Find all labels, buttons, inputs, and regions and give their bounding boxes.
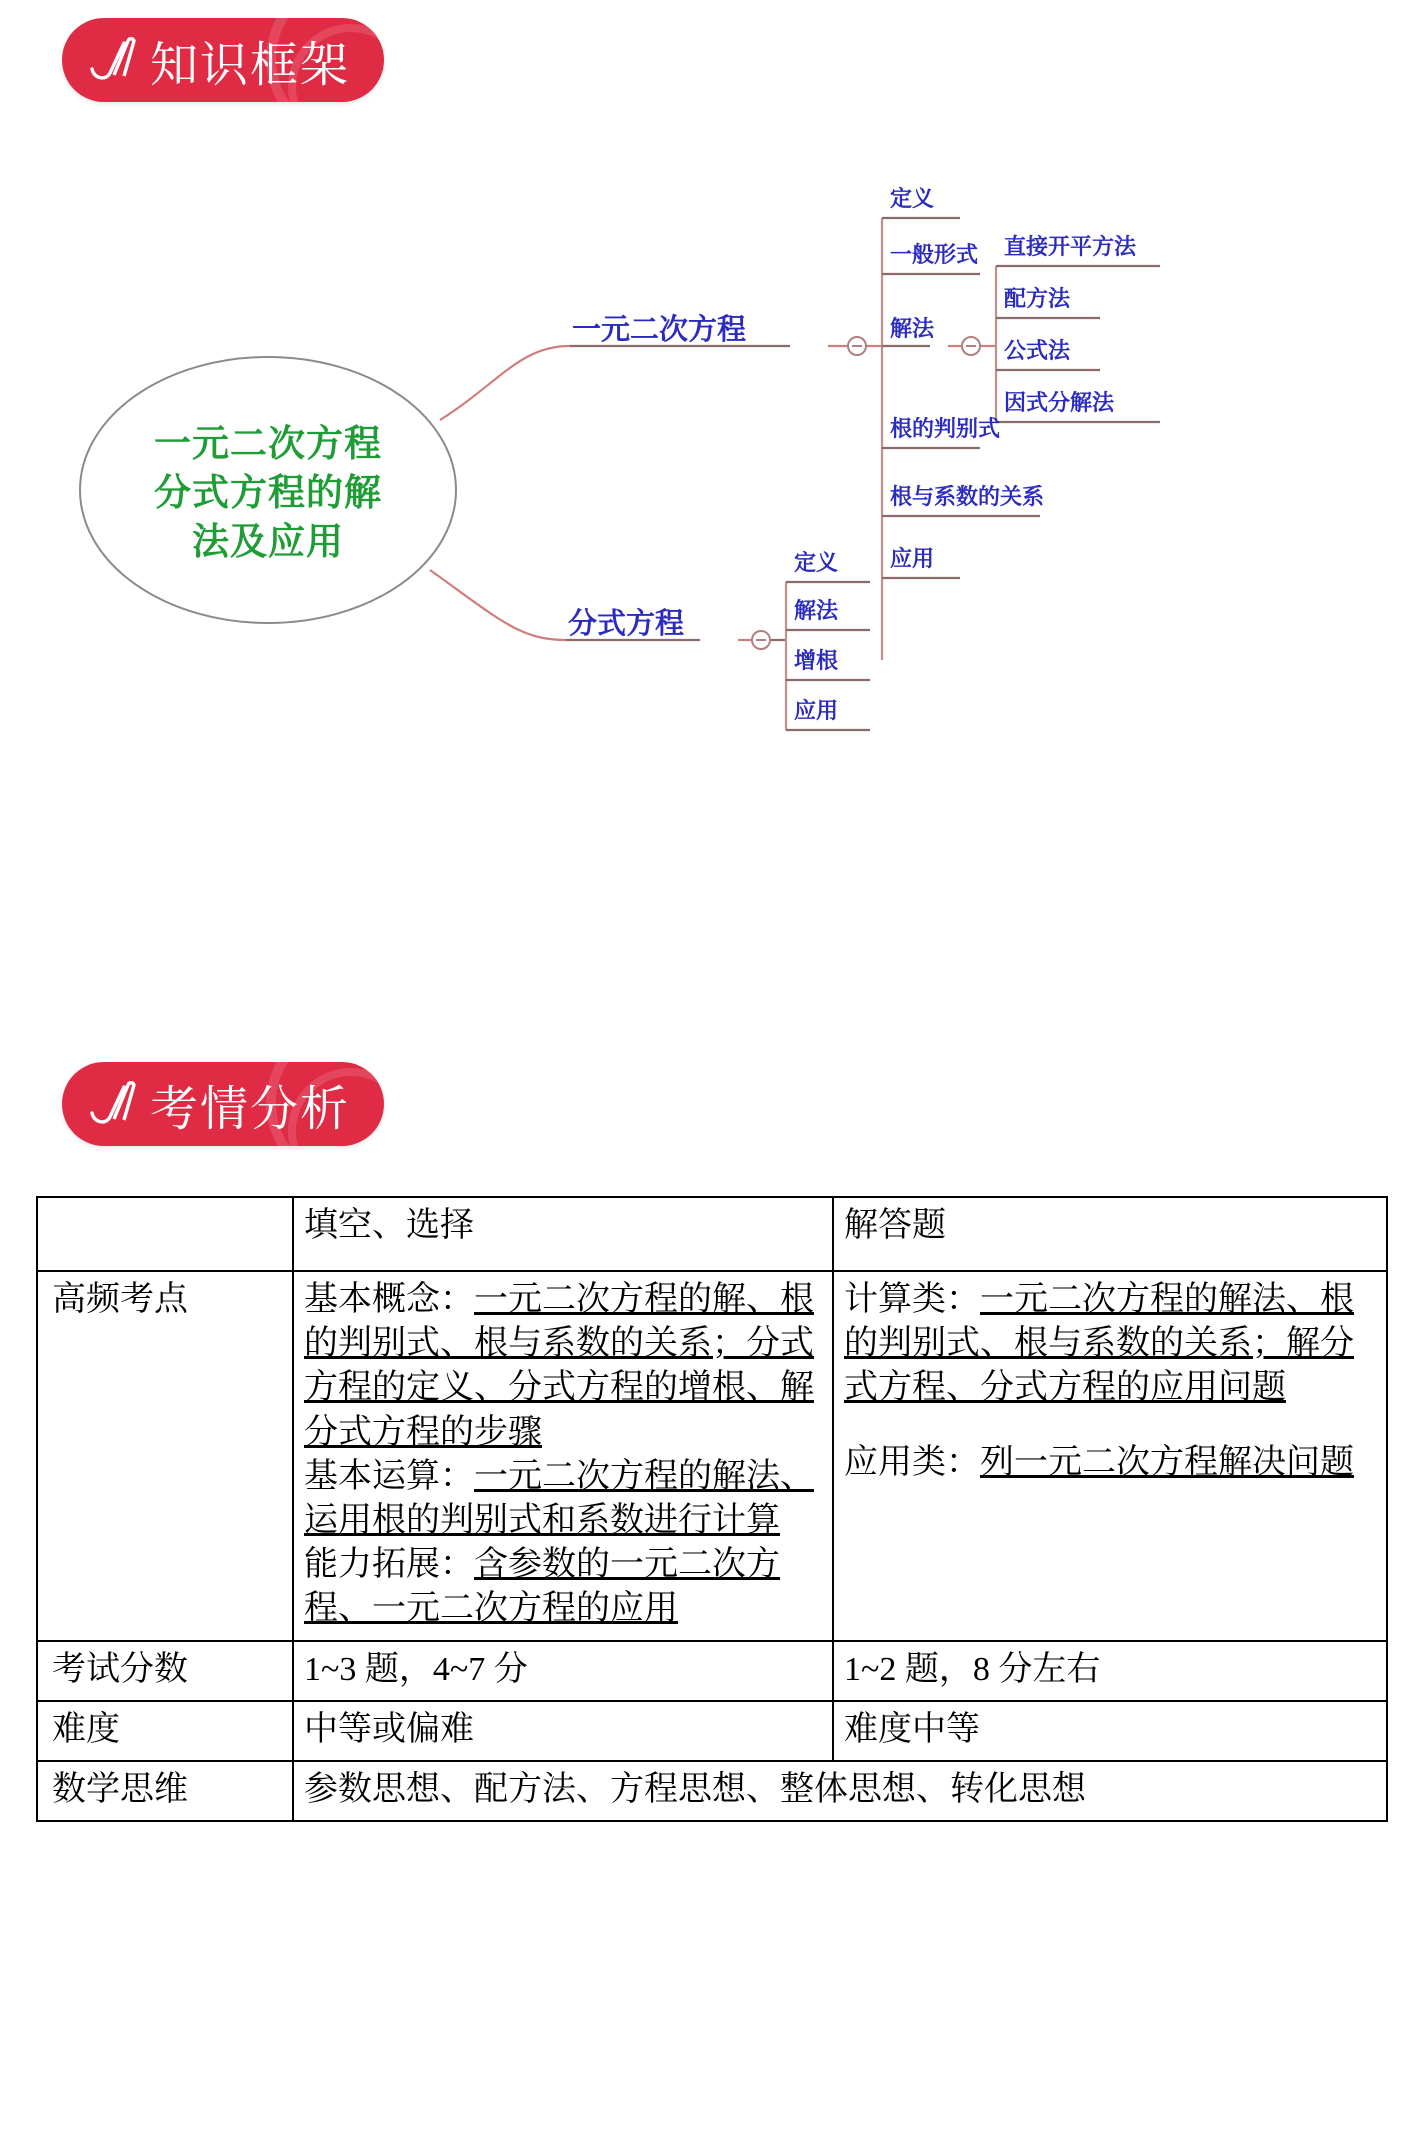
- cell-difficulty-short-answer: 难度中等: [833, 1701, 1387, 1761]
- table-header-row: [37, 1197, 1387, 1271]
- mindmap-node-fractional-equation[interactable]: 分式方程: [568, 608, 685, 640]
- center-line-3: 法及应用: [192, 520, 344, 562]
- row-label-math-thinking: 数学思维: [37, 1761, 293, 1821]
- mindmap-node-definition[interactable]: 定义: [890, 186, 935, 211]
- group-body: 一元二次方程的解法、根的判别式、根与系数的关系；解分式方程、分式方程的应用问题: [844, 1281, 1354, 1407]
- table-row-math-thinking: [37, 1761, 1387, 1821]
- mindmap-node-extraneous-root[interactable]: 增根: [794, 648, 839, 673]
- mindmap-center-node: [108, 420, 428, 566]
- mindmap-node-roots-coefficients[interactable]: 根与系数的关系: [890, 484, 1045, 509]
- table-corner-cell: [37, 1197, 293, 1271]
- mindmap-node-direct-square-root[interactable]: 直接开平方法: [1004, 234, 1137, 259]
- exam-analysis-table: [36, 1196, 1388, 1822]
- center-line-1: 一元二次方程: [154, 423, 382, 464]
- mindmap-node-general-form[interactable]: 一般形式: [890, 242, 979, 267]
- mindmap-node-completing-square[interactable]: 配方法: [1004, 286, 1071, 311]
- table-row-high-frequency: [37, 1271, 1387, 1641]
- section-badge-title: 考情分析: [150, 1082, 351, 1136]
- group-prefix: 基本概念：: [304, 1281, 474, 1318]
- section-badge-exam-analysis: [62, 1062, 384, 1146]
- cell-difficulty-fill-choice: 中等或偏难: [293, 1701, 833, 1761]
- row-label-difficulty: 难度: [37, 1701, 293, 1761]
- mindmap-diagram: [0, 150, 1422, 1030]
- group-ability-extension: [304, 1543, 824, 1631]
- group-body: 一元二次方程的解、根的判别式、根与系数的关系；分式方程的定义、分式方程的增根、解分式方程的步骤: [304, 1281, 814, 1451]
- cell-math-thinking-content: 参数思想、配方法、方程思想、整体思想、转化思想: [293, 1761, 1387, 1821]
- cell-high-frequency-short-answer: [833, 1271, 1387, 1641]
- group-body: 含参数的一元二次方程、一元二次方程的应用: [304, 1546, 780, 1628]
- mindmap-node-frac-application[interactable]: 应用: [794, 698, 839, 723]
- group-basic-operations: [304, 1455, 824, 1543]
- check-pen-icon: [84, 1073, 146, 1135]
- group-prefix: 应用类：: [844, 1443, 980, 1481]
- center-line-2: 分式方程的解: [154, 471, 382, 513]
- group-application-type: [844, 1441, 1378, 1485]
- mindmap-node-frac-solution[interactable]: 解法: [794, 598, 839, 623]
- table-row-exam-score: [37, 1641, 1387, 1701]
- mindmap-node-quadratic-equation[interactable]: 一元二次方程: [572, 314, 747, 346]
- mindmap-connectors: [0, 150, 1422, 1030]
- row-label-high-frequency: 高频考点: [37, 1271, 293, 1641]
- mindmap-node-quadratic-formula[interactable]: 公式法: [1004, 338, 1071, 363]
- group-prefix: 计算类：: [844, 1281, 980, 1318]
- section-badge-knowledge-framework: [62, 18, 384, 102]
- group-prefix: 能力拓展：: [304, 1546, 474, 1584]
- mindmap-node-solution-methods[interactable]: 解法: [890, 316, 935, 341]
- group-body: 一元二次方程的解法、运用根的判别式和系数进行计算: [304, 1457, 814, 1539]
- cell-high-frequency-fill-choice: [293, 1271, 833, 1641]
- group-prefix: 基本运算：: [304, 1457, 474, 1495]
- group-body: 列一元二次方程解决问题: [980, 1443, 1354, 1481]
- mindmap-node-frac-definition[interactable]: 定义: [794, 550, 839, 575]
- group-basic-concepts: [304, 1278, 824, 1455]
- column-header-short-answer: 解答题: [833, 1197, 1387, 1271]
- paragraph-spacer: [844, 1411, 1378, 1441]
- check-pen-icon: [84, 29, 146, 91]
- section-badge-title: 知识框架: [150, 38, 351, 92]
- table-row-difficulty: [37, 1701, 1387, 1761]
- mindmap-node-application[interactable]: 应用: [890, 546, 935, 571]
- column-header-fill-choice: 填空、选择: [293, 1197, 833, 1271]
- group-calculation-type: [844, 1278, 1378, 1411]
- mindmap-node-factorization[interactable]: 因式分解法: [1004, 390, 1115, 415]
- mindmap-node-discriminant[interactable]: 根的判别式: [890, 416, 1001, 441]
- cell-exam-score-short-answer: 1~2 题，8 分左右: [833, 1641, 1387, 1701]
- cell-exam-score-fill-choice: 1~3 题，4~7 分: [293, 1641, 833, 1701]
- row-label-exam-score: 考试分数: [37, 1641, 293, 1701]
